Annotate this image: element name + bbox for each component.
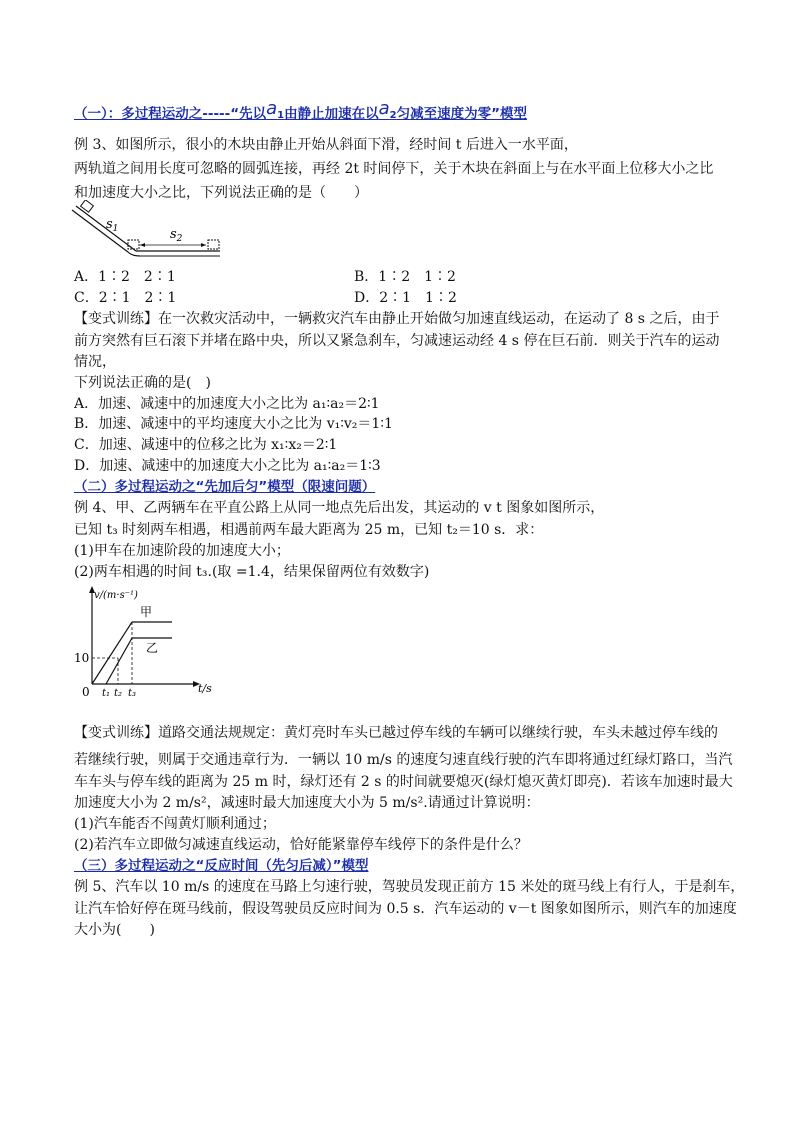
ex4-text-1: 例 4、甲、乙两辆车在平直公路上从同一地点先后出发，其运动的 v t 图象如图所示， (74, 500, 605, 516)
var2-text-5: (1)汽车能否不闯黄灯顺利通过； (74, 816, 276, 832)
ex3-option-a[interactable]: A．1∶2 2∶1 (74, 269, 176, 285)
var1-option-d[interactable]: D．加速、减速中的加速度大小之比为 a₁∶a₂＝1∶3 (74, 458, 381, 474)
graph-tick-0: 0 (82, 685, 90, 699)
ex3-option-b[interactable]: B．1∶2 1∶2 (354, 269, 456, 285)
var1-option-c[interactable]: C．加速、减速中的位移之比为 x₁∶x₂＝2∶1 (74, 437, 338, 453)
ex3-text-3: 和加速度大小之比，下列说法正确的是（ ） (74, 185, 368, 201)
ex5-text-1: 例 5、汽车以 10 m/s 的速度在马路上匀速行驶，驾驶员发现正前方 15 米处的斑马线上有行人，于是刹车， (74, 879, 745, 895)
ex3-option-d[interactable]: D．2∶1 1∶2 (354, 290, 457, 306)
section-heading-2: （二）多过程运动之“先加后匀”模型（限速问题） (74, 479, 376, 495)
s1-label: $s_1$ (106, 217, 119, 234)
graph-x-label: t/s (198, 682, 212, 695)
var1-text-1: 【变式训练】在一次救灾活动中，一辆救灾汽车由静止开始做匀加速直线运动，在运动了 8 s 之后，由于 (74, 311, 720, 327)
section-heading-3: （三）多过程运动之“反应时间（先匀后减）”模型 (74, 858, 369, 874)
var1-option-a[interactable]: A．加速、减速中的加速度大小之比为 a₁∶a₂＝2∶1 (74, 396, 380, 412)
var2-text-3: 车车头与停车线的距离为 25 m 时，绿灯还有 2 s 的时间就要熄灭(绿灯熄灭黄灯即亮)．若该车加速时最大 (74, 774, 733, 790)
graph-tick-10: 10 (74, 651, 90, 665)
graph-label-jia: 甲 (140, 605, 153, 619)
incline-figure (70, 200, 230, 260)
var1-text-2: 前方突然有巨石滚下并堵在路中央，所以又紧急刹车，匀减速运动经 4 s 停在巨石前．则关于汽车的运动 (74, 333, 720, 349)
ex5-text-2: 让汽车恰好停在斑马线前，假设驾驶员反应时间为 0.5 s．汽车运动的 v－t 图象如图所示，则汽车的加速度 (74, 901, 737, 917)
var2-text-2: 若继续行驶，则属于交通违章行为．一辆以 10 m/s 的速度匀速直线行驶的汽车即将通过红绿灯路口，当汽 (74, 752, 733, 768)
ex3-text-2: 两轨道之间用长度可忽略的圆弧连接，再经 2t 时间停下，关于木块在斜面上与在水平面上位移大小之比 (74, 161, 714, 177)
graph-y-label: v/(m·s⁻¹) (94, 590, 138, 601)
ex4-text-3: (1)甲车在加速阶段的加速度大小； (74, 543, 290, 559)
section-heading-1: （一）：多过程运动之-----“先以a1由静止加速在以a2匀减至速度为零”模型 (74, 98, 528, 122)
ex4-text-4: (2)两车相遇的时间 t₃.(取 =1.4，结果保留两位有效数字) (74, 564, 430, 580)
ex4-text-2: 已知 t₃ 时刻两车相遇，相遇前两车最大距离为 25 m，已知 t₂＝10 s．求： (74, 522, 544, 538)
var2-text-1: 【变式训练】道路交通法规规定：黄灯亮时车头已越过停车线的车辆可以继续行驶，车头未越过停车线的 (74, 725, 718, 741)
graph-tick-t2: t₂ (114, 688, 123, 699)
ex5-text-3: 大小为( ) (74, 922, 155, 938)
s2-label: $s_2$ (170, 227, 183, 244)
var2-text-4: 加速度大小为 2 m/s²，减速时最大加速度大小为 5 m/s².请通过计算说明： (74, 795, 540, 811)
graph-tick-t1: t₁ (102, 688, 111, 699)
graph-tick-t3: t₃ (128, 688, 137, 699)
ex3-text-1: 例 3、如图所示，很小的木块由静止开始从斜面下滑，经时间 t 后进入一水平面， (74, 137, 578, 153)
var1-text-3: 情况， (74, 354, 116, 370)
ex3-option-c[interactable]: C．2∶1 2∶1 (74, 290, 177, 306)
var2-text-6: (2)若汽车立即做匀减速直线运动，恰好能紧靠停车线停下的条件是什么？ (74, 837, 528, 853)
graph-label-yi: 乙 (146, 641, 159, 655)
var1-option-b[interactable]: B．加速、减速中的平均速度大小之比为 v₁∶v₂＝1∶1 (74, 416, 393, 432)
vt-graph (72, 584, 232, 702)
var1-text-4: 下列说法正确的是( ) (74, 375, 211, 391)
